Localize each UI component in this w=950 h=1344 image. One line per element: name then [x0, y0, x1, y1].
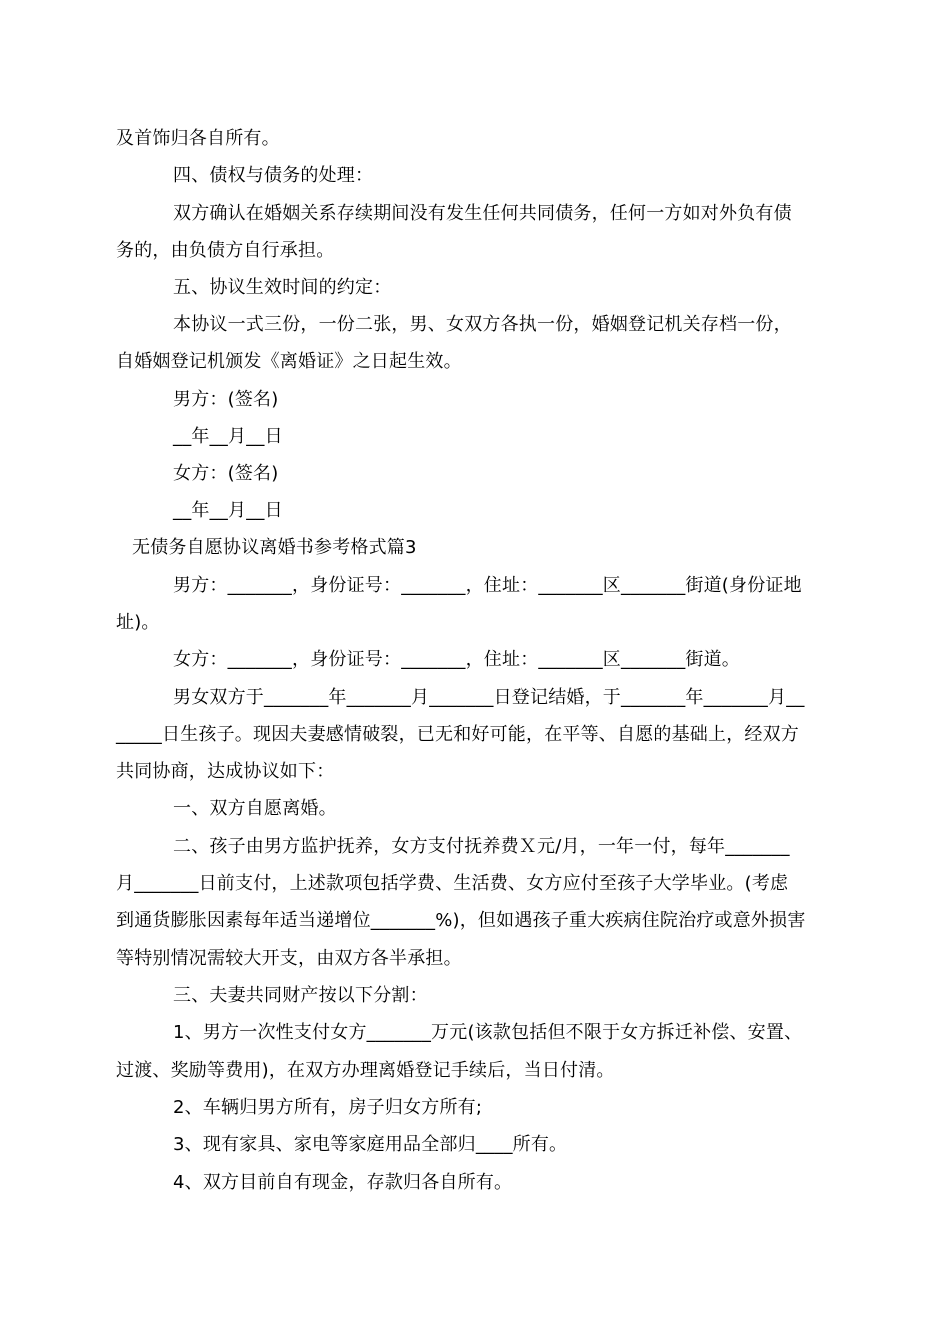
document-title: 无债务自愿协议离婚书参考格式篇3 — [132, 537, 417, 558]
body-line-1: 及首饰归各自所有。 — [116, 128, 280, 149]
signature-male: 男方：(签名) — [173, 389, 279, 410]
body-line-3: 双方确认在婚姻关系存续期间没有发生任何共同债务，任何一方如对外负有债 — [173, 203, 792, 224]
clause-3-item-2: 2、车辆归男方所有，房子归女方所有; — [173, 1097, 483, 1118]
body-line-7: 自婚姻登记机颁发《离婚证》之日起生效。 — [116, 351, 462, 372]
signature-female: 女方：(签名) — [173, 463, 279, 484]
body-line-6: 本协议一式三份，一份二张，男、女双方各执一份，婚姻登记机关存档一份， — [173, 314, 792, 335]
clause-3-item-1: 1、男方一次性支付女方_______万元(该款包括但不限于女方拆迁补偿、安置、 — [173, 1022, 803, 1043]
clause-3-item-1-cont: 过渡、奖励等费用)，在双方办理离婚登记手续后，当日付清。 — [116, 1060, 615, 1081]
clause-3-item-3: 3、现有家具、家电等家庭用品全部归____所有。 — [173, 1134, 568, 1155]
clause-3-item-4: 4、双方目前自有现金，存款归各自所有。 — [173, 1172, 513, 1193]
male-info-cont: 址)。 — [116, 612, 160, 633]
clause-2-cont-1: 月_______日前支付，上述款项包括学费、生活费、女方应付至孩子大学毕业。(考虑 — [116, 873, 789, 894]
female-info-line: 女方：_______，身份证号：_______，住址：_______区_______街道。 — [173, 649, 740, 670]
clause-2-cont-3: 等特别情况需较大开支，由双方各半承担。 — [116, 948, 462, 969]
date-line-male: __年__月__日 — [173, 426, 283, 447]
clause-2: 二、孩子由男方监护抚养，女方支付抚养费Ｘ元/月，一年一付，每年_______ — [173, 836, 790, 857]
section-heading-debts: 四、债权与债务的处理： — [173, 165, 374, 186]
marriage-line-cont: _____日生孩子。现因夫妻感情破裂，已无和好可能，在平等、自愿的基础上，经双方 — [116, 724, 799, 745]
clause-1: 一、双方自愿离婚。 — [173, 798, 337, 819]
clause-2-cont-2: 到通货膨胀因素每年适当递增位_______%)，但如遇孩子重大疾病住院治疗或意外损害 — [116, 910, 806, 931]
male-info-line: 男方：_______，身份证号：_______，住址：_______区_______街道(身份证地 — [173, 575, 802, 596]
clause-3: 三、夫妻共同财产按以下分割： — [173, 985, 428, 1006]
date-line-female: __年__月__日 — [173, 500, 283, 521]
section-heading-effective: 五、协议生效时间的约定： — [173, 277, 392, 298]
agreement-intro: 共同协商，达成协议如下： — [116, 761, 335, 782]
marriage-line: 男女双方于_______年_______月_______日登记结婚，于_______年_______月__ — [173, 687, 805, 708]
body-line-4: 务的，由负债方自行承担。 — [116, 240, 335, 261]
